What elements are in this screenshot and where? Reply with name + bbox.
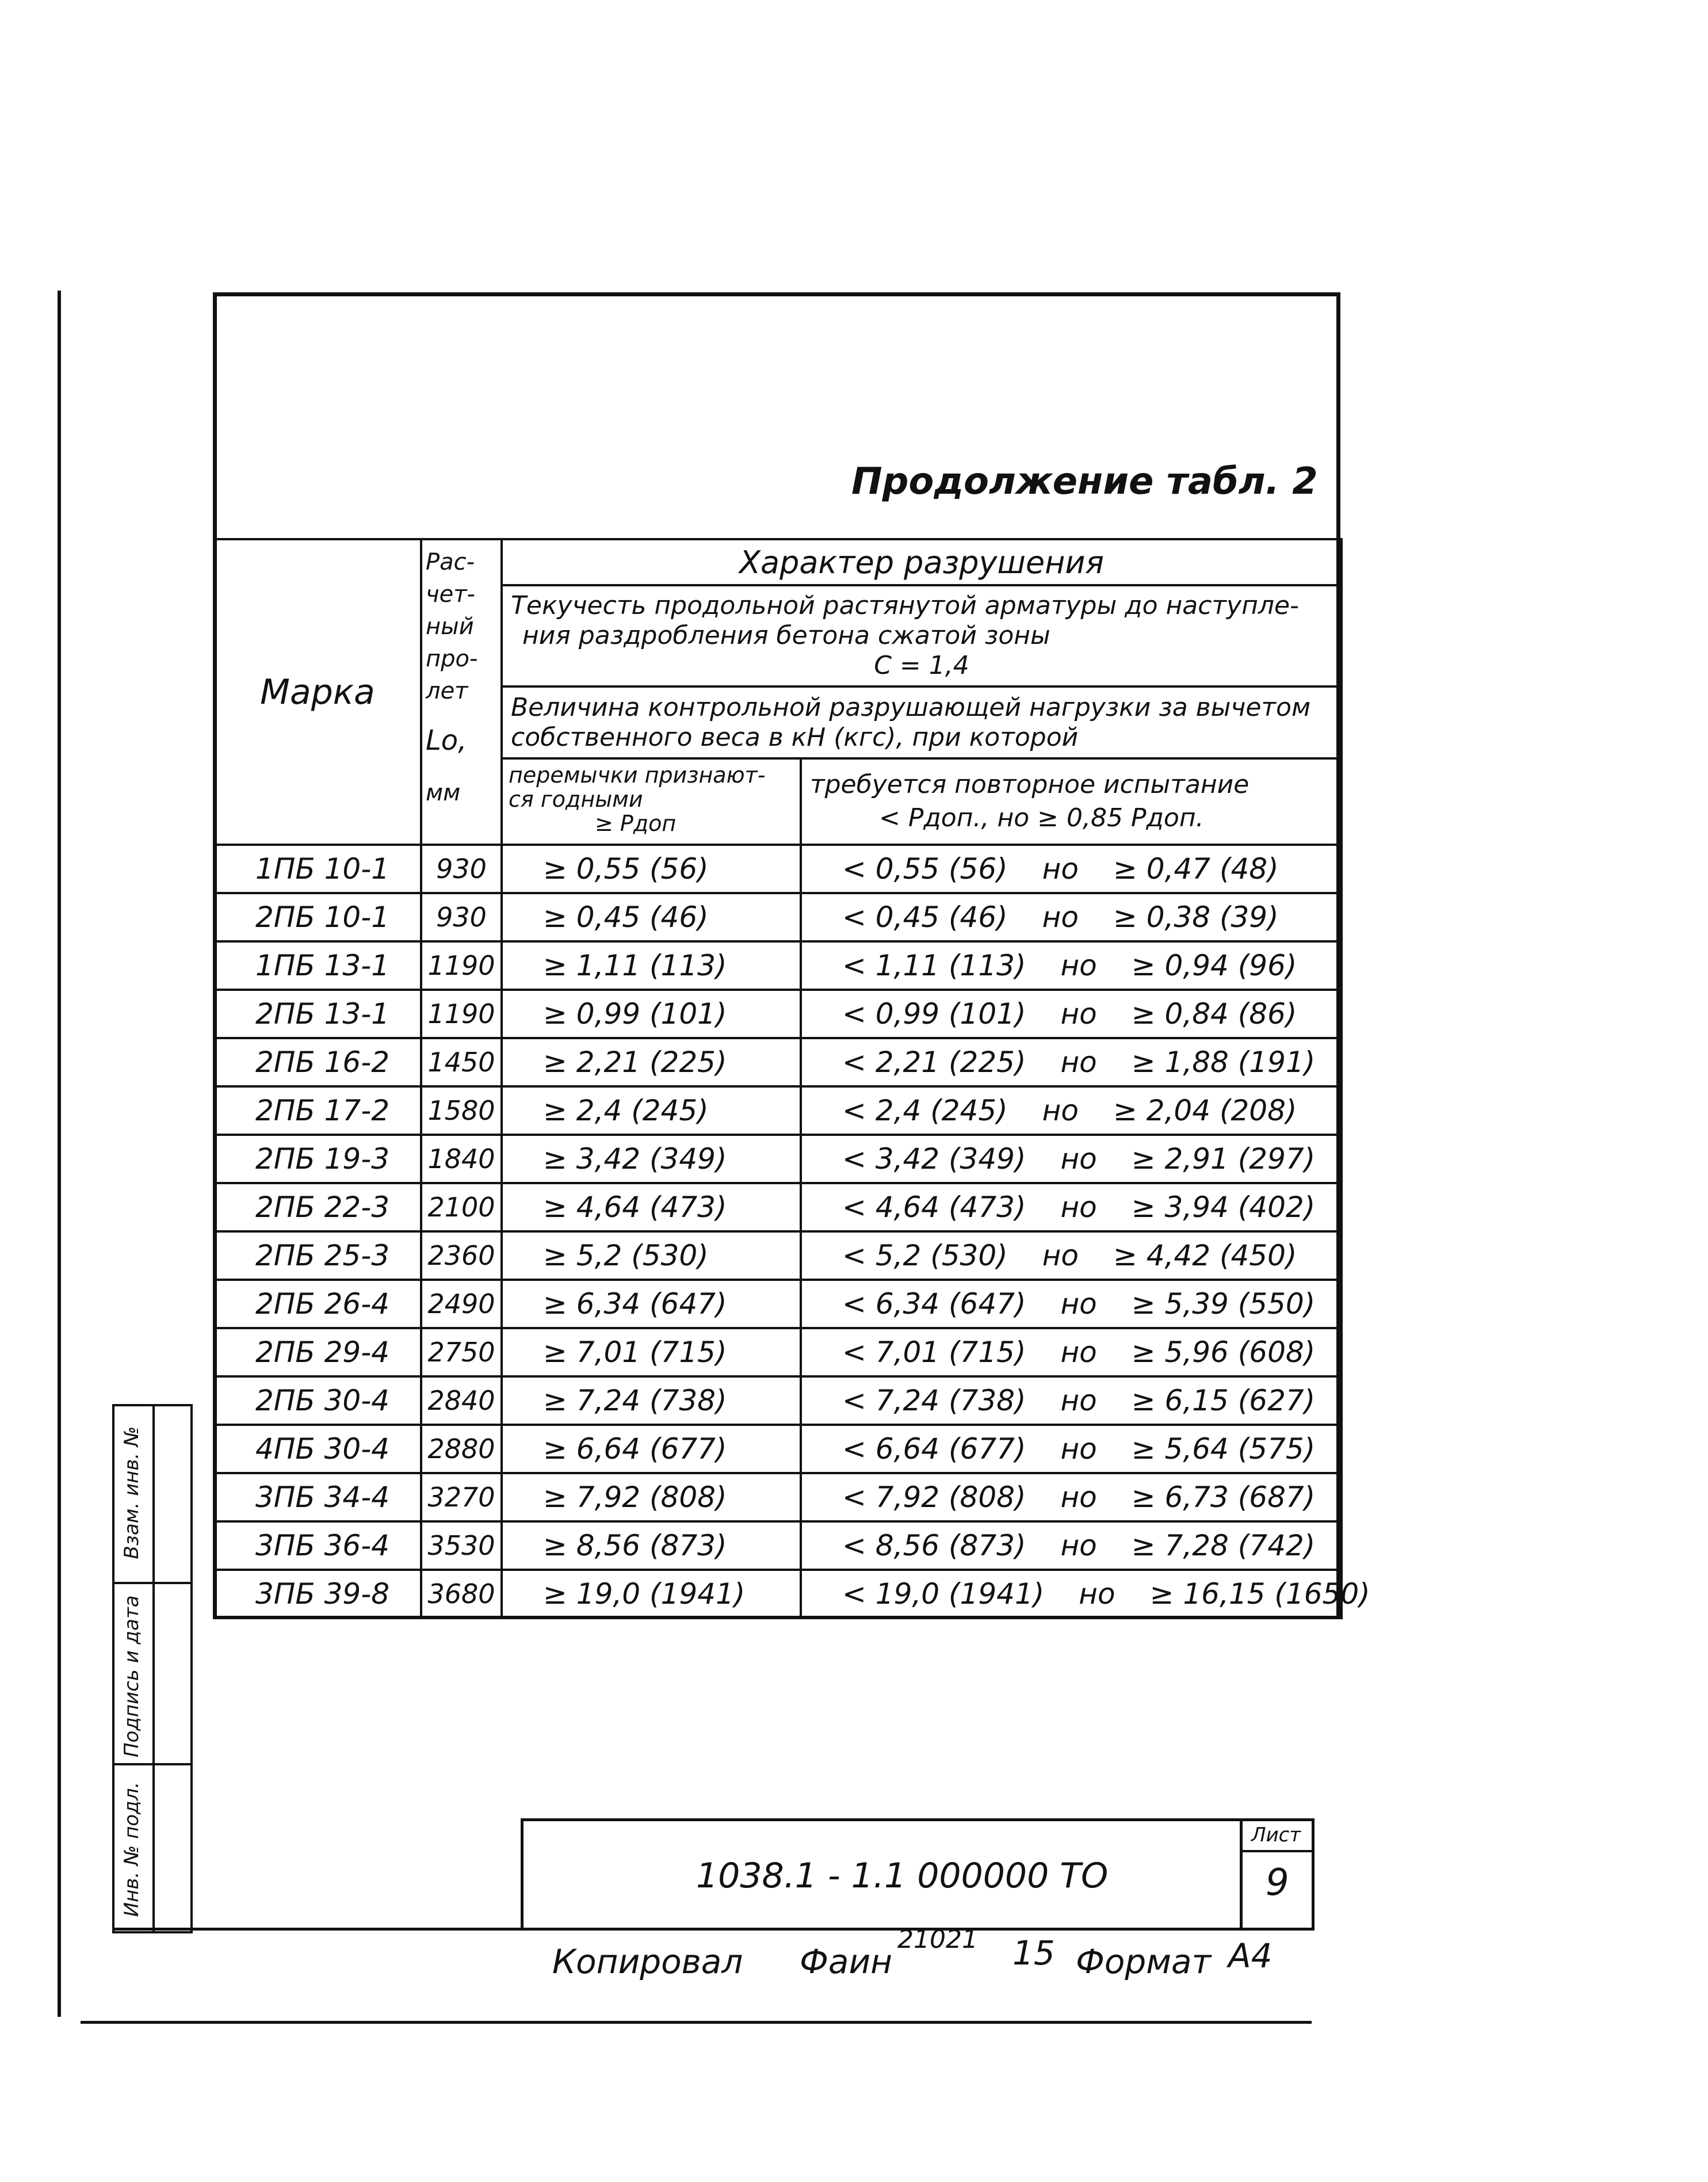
row-repeat-but: но: [1042, 1239, 1079, 1272]
row-mark: 2ПБ 10-1: [255, 901, 390, 934]
row-span-cell: [421, 1135, 502, 1183]
row-repeat: [842, 1529, 1340, 1562]
row-ok-load: ≥ 7,92 (808): [543, 1481, 727, 1514]
table-row: [214, 1570, 1342, 1618]
row-repeat-lower: < 7,01 (715): [842, 1336, 1026, 1369]
row-ok-load: ≥ 0,99 (101): [543, 997, 727, 1031]
continuation-heading: Продолжение табл. 2: [851, 460, 1318, 503]
row-repeat-cell: [801, 1425, 1342, 1473]
row-ok-load-cell: [502, 1521, 801, 1570]
row-span-cell: [421, 1086, 502, 1135]
header-load-line2: собственного веса в кН (кгс), при которой: [511, 722, 1079, 752]
table-row: [214, 1280, 1342, 1328]
row-repeat-but: но: [1060, 1046, 1097, 1079]
row-span: 930: [436, 902, 487, 933]
row-ok-load: ≥ 1,11 (113): [543, 949, 727, 982]
row-repeat-lower: < 1,11 (113): [842, 949, 1026, 982]
header-mark: [214, 539, 421, 845]
row-repeat-upper: ≥ 5,64 (575): [1131, 1432, 1316, 1466]
title-block: [521, 1818, 1315, 1928]
row-span: 2490: [427, 1288, 495, 1319]
row-repeat-lower: < 7,92 (808): [842, 1481, 1026, 1514]
row-span: 1840: [427, 1143, 495, 1174]
row-ok-load-cell: [502, 845, 801, 893]
side-stamp-sign-date: Подпись и дата: [120, 1595, 143, 1757]
row-mark-cell: [214, 1570, 421, 1618]
table-row: [214, 1135, 1342, 1183]
header-repeat-line1: требуется повторное испытание: [810, 770, 1250, 799]
row-repeat-but: но: [1060, 1336, 1097, 1369]
table-row: [214, 845, 1342, 893]
row-mark: 2ПБ 25-3: [255, 1239, 390, 1272]
table-row: [214, 941, 1342, 990]
side-stamp-column-divider: [152, 1406, 155, 1931]
row-mark-cell: [214, 1376, 421, 1425]
row-span-cell: [421, 1328, 502, 1376]
row-repeat-upper: ≥ 1,88 (191): [1131, 1046, 1316, 1079]
table-row: [214, 893, 1342, 941]
row-repeat-lower: < 0,45 (46): [842, 901, 1008, 934]
row-ok-load: ≥ 2,21 (225): [543, 1046, 727, 1079]
row-mark: 2ПБ 26-4: [255, 1287, 390, 1321]
row-repeat-upper: ≥ 7,28 (742): [1131, 1529, 1316, 1562]
table-row: [214, 1183, 1342, 1231]
row-repeat-upper: ≥ 4,42 (450): [1113, 1239, 1297, 1272]
row-span-cell: [421, 941, 502, 990]
row-repeat: [842, 997, 1340, 1031]
row-mark: 2ПБ 17-2: [255, 1094, 390, 1127]
row-span-cell: [421, 1038, 502, 1086]
row-repeat-cell: [801, 893, 1342, 941]
side-stamp-replace-inv: Взам. инв. №: [120, 1426, 143, 1559]
table-row: [214, 1521, 1342, 1570]
row-span: 3530: [427, 1530, 495, 1561]
row-repeat-but: но: [1060, 1287, 1097, 1321]
row-mark-cell: [214, 1425, 421, 1473]
row-repeat-but: но: [1060, 1142, 1097, 1176]
row-span: 3680: [427, 1578, 495, 1609]
footer-copied: Копировал: [552, 1942, 743, 1981]
row-span-cell: [421, 1183, 502, 1231]
row-repeat-cell: [801, 1473, 1342, 1521]
row-repeat-upper: ≥ 6,15 (627): [1131, 1384, 1316, 1417]
header-span-unit: мм: [426, 780, 461, 806]
row-repeat-cell: [801, 1521, 1342, 1570]
row-mark: 1ПБ 10-1: [255, 852, 390, 886]
row-repeat-lower: < 0,99 (101): [842, 997, 1026, 1031]
row-repeat-upper: ≥ 16,15 (1650): [1149, 1577, 1370, 1611]
row-ok-load: ≥ 8,56 (873): [543, 1529, 727, 1562]
header-ok-line3: ≥ Pдоп: [595, 811, 677, 836]
table-row: [214, 1038, 1342, 1086]
row-ok-load-cell: [502, 1376, 801, 1425]
row-ok-load: ≥ 0,55 (56): [543, 852, 709, 886]
row-repeat-but: но: [1079, 1577, 1115, 1611]
header-mark-label: Марка: [260, 672, 375, 712]
row-span: 2100: [427, 1192, 495, 1223]
row-repeat: [842, 1336, 1340, 1369]
title-block-bottom-line: [112, 1928, 1315, 1931]
row-ok-load: ≥ 6,64 (677): [543, 1432, 727, 1466]
footer-format-label: Формат: [1076, 1942, 1212, 1981]
page-left-edge-line: [58, 291, 61, 2017]
row-repeat: [842, 852, 1340, 886]
row-repeat-lower: < 6,64 (677): [842, 1432, 1026, 1466]
row-span: 3270: [427, 1482, 495, 1513]
row-span-cell: [421, 1473, 502, 1521]
row-repeat-lower: < 7,24 (738): [842, 1384, 1026, 1417]
row-ok-load-cell: [502, 1038, 801, 1086]
row-mark: 2ПБ 16-2: [255, 1046, 390, 1079]
row-repeat-cell: [801, 1328, 1342, 1376]
header-load: [502, 686, 1342, 758]
side-stamp: [112, 1404, 193, 1933]
footer-count: 15: [1012, 1933, 1055, 1973]
table-row: [214, 1376, 1342, 1425]
row-repeat-cell: [801, 1280, 1342, 1328]
header-yield-line1: Текучесть продольной растянутой арматуры до наступле-: [511, 591, 1299, 620]
row-span-cell: [421, 1280, 502, 1328]
row-span: 2750: [427, 1337, 495, 1368]
row-mark: 4ПБ 30-4: [255, 1432, 390, 1466]
row-ok-load: ≥ 2,4 (245): [543, 1094, 709, 1127]
title-block-sheet-rule: [1240, 1850, 1315, 1852]
row-ok-load-cell: [502, 1328, 801, 1376]
row-span-cell: [421, 1521, 502, 1570]
header-load-line1: Величина контрольной разрушающей нагрузки за вычетом: [511, 692, 1311, 722]
row-span: 1450: [427, 1047, 495, 1078]
row-ok-load-cell: [502, 1135, 801, 1183]
row-span: 2880: [427, 1433, 495, 1464]
row-mark-cell: [214, 1231, 421, 1280]
row-repeat-but: но: [1060, 949, 1097, 982]
side-stamp-inv-orig: Инв. № подл.: [120, 1782, 143, 1917]
row-ok-load-cell: [502, 941, 801, 990]
row-ok-load: ≥ 0,45 (46): [543, 901, 709, 934]
row-mark: 2ПБ 30-4: [255, 1384, 390, 1417]
table-row: [214, 1425, 1342, 1473]
row-repeat: [842, 949, 1340, 982]
row-repeat-but: но: [1042, 852, 1079, 886]
row-ok-load: ≥ 3,42 (349): [543, 1142, 727, 1176]
row-span-cell: [421, 1231, 502, 1280]
table-row: [214, 990, 1342, 1038]
row-ok-load: ≥ 5,2 (530): [543, 1239, 709, 1272]
row-repeat-upper: ≥ 3,94 (402): [1131, 1191, 1316, 1224]
row-repeat-upper: ≥ 2,91 (297): [1131, 1142, 1316, 1176]
table-row: [214, 1231, 1342, 1280]
row-span-cell: [421, 845, 502, 893]
row-repeat-but: но: [1060, 1529, 1097, 1562]
row-repeat: [842, 1191, 1340, 1224]
row-repeat-cell: [801, 1231, 1342, 1280]
header-fracture-label: Характер разрушения: [739, 544, 1105, 581]
row-ok-load: ≥ 6,34 (647): [543, 1287, 727, 1321]
row-repeat-cell: [801, 1183, 1342, 1231]
row-mark: 2ПБ 29-4: [255, 1336, 390, 1369]
header-repeat: [801, 758, 1342, 845]
row-mark-cell: [214, 1473, 421, 1521]
row-span-cell: [421, 1425, 502, 1473]
row-repeat-cell: [801, 845, 1342, 893]
row-repeat: [842, 1432, 1340, 1466]
row-mark-cell: [214, 990, 421, 1038]
row-mark-cell: [214, 1328, 421, 1376]
row-ok-load-cell: [502, 893, 801, 941]
header-yield-coefficient: С = 1,4: [874, 651, 969, 680]
row-repeat: [842, 1287, 1340, 1321]
row-mark-cell: [214, 1086, 421, 1135]
row-mark-cell: [214, 941, 421, 990]
row-repeat-cell: [801, 1086, 1342, 1135]
row-span: 1190: [427, 950, 495, 981]
row-repeat-lower: < 2,21 (225): [842, 1046, 1026, 1079]
row-repeat: [842, 1577, 1370, 1611]
row-repeat-but: но: [1060, 1481, 1097, 1514]
row-ok-load: ≥ 7,01 (715): [543, 1336, 727, 1369]
header-span-label: Рас- чет- ный про- лет: [426, 549, 478, 704]
row-repeat-upper: ≥ 0,84 (86): [1131, 997, 1297, 1031]
row-mark-cell: [214, 1183, 421, 1231]
row-repeat-cell: [801, 1570, 1370, 1618]
row-span-cell: [421, 893, 502, 941]
row-mark-cell: [214, 893, 421, 941]
row-ok-load-cell: [502, 1473, 801, 1521]
row-span-cell: [421, 990, 502, 1038]
footer-number: 21021: [897, 1925, 978, 1954]
title-block-doc-code: 1038.1 - 1.1 000000 ТО: [696, 1856, 1109, 1896]
row-repeat-cell: [801, 1135, 1342, 1183]
row-repeat-upper: ≥ 0,38 (39): [1113, 901, 1279, 934]
row-repeat: [842, 1046, 1340, 1079]
row-ok-load-cell: [502, 1570, 801, 1618]
row-mark-cell: [214, 1038, 421, 1086]
row-repeat-lower: < 3,42 (349): [842, 1142, 1026, 1176]
row-repeat-but: но: [1042, 1094, 1079, 1127]
title-block-sheet-label: Лист: [1251, 1824, 1301, 1847]
load-test-table: [213, 538, 1370, 1619]
row-repeat: [842, 1094, 1340, 1127]
footer-faun: Фаин: [800, 1942, 893, 1981]
row-repeat-upper: ≥ 0,94 (96): [1131, 949, 1297, 982]
table-row: [214, 1473, 1342, 1521]
row-span: 1580: [427, 1095, 495, 1126]
row-span-cell: [421, 1376, 502, 1425]
header-yield-line2: ния раздробления бетона сжатой зоны: [522, 621, 1050, 650]
row-repeat-lower: < 4,64 (473): [842, 1191, 1026, 1224]
row-repeat-but: но: [1060, 1384, 1097, 1417]
header-yield: [502, 585, 1342, 686]
table-row: [214, 1328, 1342, 1376]
header-span: [421, 539, 502, 845]
row-repeat-but: но: [1042, 901, 1079, 934]
row-mark: 2ПБ 19-3: [255, 1142, 390, 1176]
row-mark-cell: [214, 1280, 421, 1328]
row-repeat-lower: < 0,55 (56): [842, 852, 1008, 886]
row-ok-load: ≥ 7,24 (738): [543, 1384, 727, 1417]
header-repeat-line2: < Pдоп., но ≥ 0,85 Pдоп.: [879, 803, 1204, 833]
row-span: 930: [436, 853, 487, 884]
row-repeat-lower: < 5,2 (530): [842, 1239, 1008, 1272]
row-mark: 2ПБ 13-1: [255, 997, 390, 1031]
row-repeat-cell: [801, 1038, 1342, 1086]
row-repeat-but: но: [1060, 1191, 1097, 1224]
header-ok-line1: перемычки признают-: [509, 762, 766, 788]
row-repeat-cell: [801, 941, 1342, 990]
row-repeat: [842, 1384, 1340, 1417]
row-ok-load-cell: [502, 1280, 801, 1328]
row-repeat: [842, 1481, 1340, 1514]
row-ok-load-cell: [502, 1086, 801, 1135]
row-repeat-upper: ≥ 2,04 (208): [1113, 1094, 1297, 1127]
header-fracture: [502, 539, 1342, 585]
header-span-symbol: Lo,: [426, 724, 467, 757]
row-ok-load: ≥ 4,64 (473): [543, 1191, 727, 1224]
row-repeat-upper: ≥ 0,47 (48): [1113, 852, 1279, 886]
row-span: 2360: [427, 1240, 495, 1271]
row-ok-load: ≥ 19,0 (1941): [543, 1577, 746, 1611]
row-mark-cell: [214, 845, 421, 893]
row-span: 1190: [427, 998, 495, 1029]
table-row: [214, 1086, 1342, 1135]
row-repeat-lower: < 19,0 (1941): [842, 1577, 1045, 1611]
row-mark: 1ПБ 13-1: [255, 949, 390, 982]
row-repeat-upper: ≥ 5,96 (608): [1131, 1336, 1316, 1369]
row-mark-cell: [214, 1521, 421, 1570]
header-ok: [502, 758, 801, 845]
row-ok-load-cell: [502, 1425, 801, 1473]
row-repeat-but: но: [1060, 997, 1097, 1031]
row-repeat-upper: ≥ 6,73 (687): [1131, 1481, 1316, 1514]
row-repeat: [842, 901, 1340, 934]
row-mark-cell: [214, 1135, 421, 1183]
row-repeat-lower: < 2,4 (245): [842, 1094, 1008, 1127]
row-repeat-upper: ≥ 5,39 (550): [1131, 1287, 1316, 1321]
row-mark: 3ПБ 36-4: [255, 1529, 390, 1562]
row-repeat: [842, 1239, 1340, 1272]
footer-format-value: А4: [1228, 1936, 1273, 1975]
row-ok-load-cell: [502, 990, 801, 1038]
title-block-sheet-divider: [1240, 1821, 1243, 1931]
header-ok-line2: ся годными: [509, 787, 643, 812]
row-repeat-cell: [801, 1376, 1342, 1425]
row-repeat-but: но: [1060, 1432, 1097, 1466]
table-bottom-rule: [213, 1616, 1340, 1619]
row-repeat: [842, 1142, 1340, 1176]
row-repeat-cell: [801, 990, 1342, 1038]
row-mark: 3ПБ 34-4: [255, 1481, 390, 1514]
row-span-cell: [421, 1570, 502, 1618]
row-ok-load-cell: [502, 1183, 801, 1231]
row-span: 2840: [427, 1385, 495, 1416]
row-repeat-lower: < 6,34 (647): [842, 1287, 1026, 1321]
row-repeat-lower: < 8,56 (873): [842, 1529, 1026, 1562]
page-bottom-line: [81, 2021, 1312, 2024]
title-block-sheet-number: 9: [1266, 1861, 1289, 1904]
row-mark: 2ПБ 22-3: [255, 1191, 390, 1224]
row-ok-load-cell: [502, 1231, 801, 1280]
row-mark: 3ПБ 39-8: [255, 1577, 390, 1611]
